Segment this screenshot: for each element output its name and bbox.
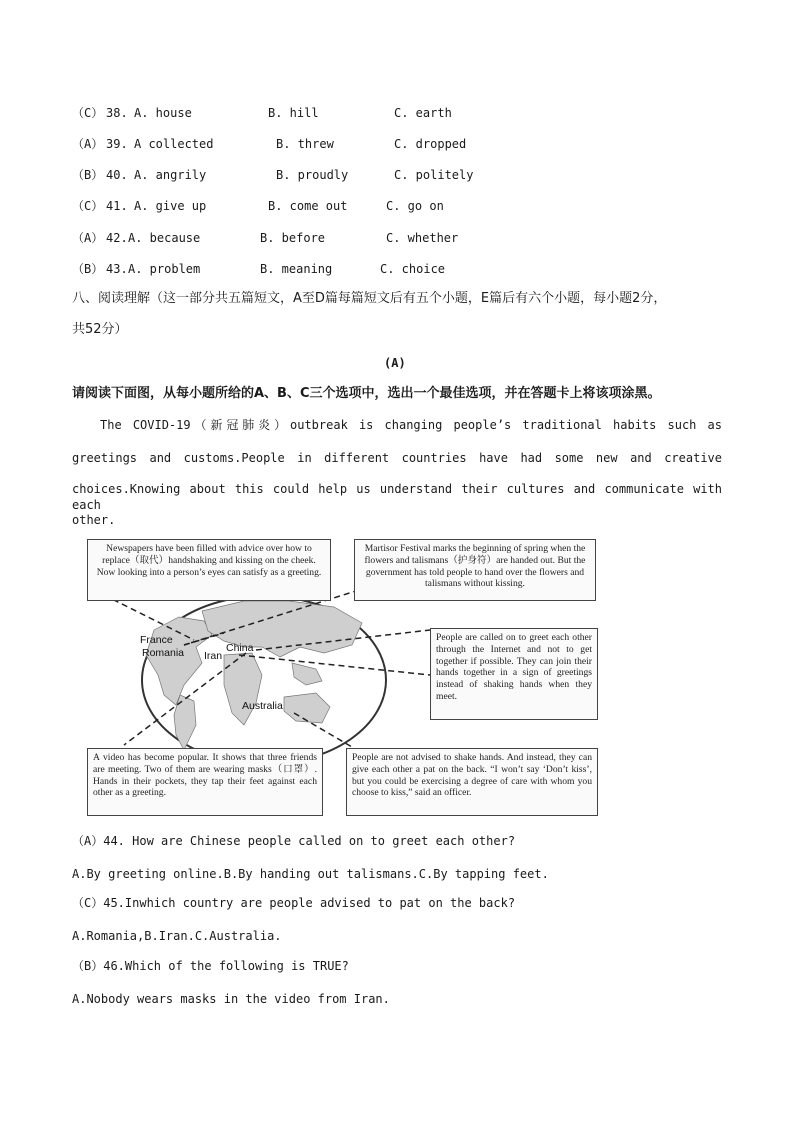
option-b: B. proudly (276, 168, 349, 182)
answer-mark: （C） (72, 896, 104, 910)
option-row-39 (72, 136, 732, 152)
greetings-world-map-figure (84, 535, 600, 817)
question-number: 39. (106, 137, 128, 151)
question-45-options: A.Romania,B.Iran.C.Australia. (72, 929, 282, 943)
option-a: A. angrily (134, 168, 207, 182)
question-number: 42. (106, 231, 128, 245)
section-heading-line2: 共52分） (72, 322, 128, 337)
map-label-australia: Australia (242, 700, 283, 712)
option-row-41 (72, 198, 732, 214)
question-number: 41. (106, 199, 128, 213)
answer-mark: （C） (72, 199, 104, 213)
question-text: 44. How are Chinese people called on to greet each other? (103, 834, 516, 848)
question-46-option-a: A.Nobody wears masks in the video from Iran. (72, 992, 390, 1006)
option-row-42 (72, 230, 732, 246)
option-b: B. meaning (260, 262, 333, 276)
info-box-australia: People are not advised to shake hands. And instead, they can give each other a pat on the back. “I won’t say ‘Don’t kiss’, but you could be exercising a degree of care with whom you choose to kiss,” said an officer. (346, 748, 598, 816)
option-b: B. come out (268, 199, 348, 213)
answer-mark: （C） (72, 106, 104, 120)
map-label-iran: Iran (204, 650, 223, 662)
option-a: A. because (128, 231, 201, 245)
option-c: C. politely (394, 168, 474, 182)
option-c: C. go on (386, 199, 444, 213)
instruction: 请阅读下面图，从每小题所给的A、B、C三个选项中，选出一个最佳选项，并在答题卡上将该项涂黑。 (72, 386, 661, 401)
answer-mark: （B） (72, 959, 104, 973)
question-44-options: A.By greeting online.B.By handing out talismans.C.By tapping feet. (72, 867, 549, 881)
option-a: A collected (134, 137, 214, 151)
answer-mark: （B） (72, 262, 104, 276)
option-c: C. dropped (394, 137, 467, 151)
option-row-38 (72, 105, 732, 121)
passage-label: (A) (384, 356, 406, 370)
option-row-43 (72, 261, 732, 277)
question-number: 38. (106, 106, 128, 120)
map-label-romania: Romania (142, 647, 185, 659)
answer-mark: （A） (72, 834, 104, 848)
intro-line-4: other. (72, 513, 116, 527)
question-text: 45.Inwhich country are people advised to pat on the back? (103, 896, 516, 910)
section-heading-line1: 八、阅读理解（这一部分共五篇短文，A至D篇每篇短文后有五个小题，E篇后有六个小题，每小题2分， (72, 291, 667, 306)
option-a: A. house (134, 106, 192, 120)
option-b: B. threw (276, 137, 334, 151)
answer-mark: （B） (72, 168, 104, 182)
option-b: B. hill (268, 106, 319, 120)
info-box-china: People are called on to greet each other through the Internet and not to get together if possible. They can join their hands together in a sign of greetings instead of shaking hands when they meet. (430, 628, 598, 720)
option-c: C. whether (386, 231, 459, 245)
option-row-40 (72, 167, 732, 183)
intro-line-1: The COVID-19（新冠肺炎）outbreak is changing people’s traditional habits such as (100, 418, 722, 432)
option-b: B. before (260, 231, 326, 245)
question-number: 43. (106, 262, 128, 276)
question-number: 40. (106, 168, 128, 182)
info-box-iran: A video has become popular. It shows that three friends are meeting. Two of them are wearing masks（口罩）. Hands in their pockets, they tap their feet against each other as a greeting. (87, 748, 323, 816)
answer-mark: （A） (72, 231, 104, 245)
question-44 (72, 833, 515, 849)
answer-mark: （A） (72, 137, 104, 151)
option-c: C. earth (394, 106, 452, 120)
map-label-france: France (140, 634, 173, 646)
intro-line-2: greetings and customs.People in different countries have had some new and creative (72, 451, 722, 465)
info-box-romania: Martisor Festival marks the beginning of spring when the flowers and talismans（护身符）are handed out. But the government has told people to hand over the flowers and talismans without kissing. (354, 539, 596, 601)
question-46 (72, 958, 349, 974)
map-label-china: China (226, 642, 254, 654)
option-c: C. choice (380, 262, 446, 276)
option-a: A. give up (134, 199, 207, 213)
option-a: A. problem (128, 262, 201, 276)
question-45 (72, 895, 515, 911)
question-text: 46.Which of the following is TRUE? (103, 959, 349, 973)
intro-line-3: choices.Knowing about this could help us understand their cultures and communicate with each (72, 482, 722, 512)
info-box-france: Newspapers have been filled with advice over how to replace（取代）handshaking and kissing on the cheek. Now looking into a person’s eyes can satisfy as a greeting. (87, 539, 331, 601)
